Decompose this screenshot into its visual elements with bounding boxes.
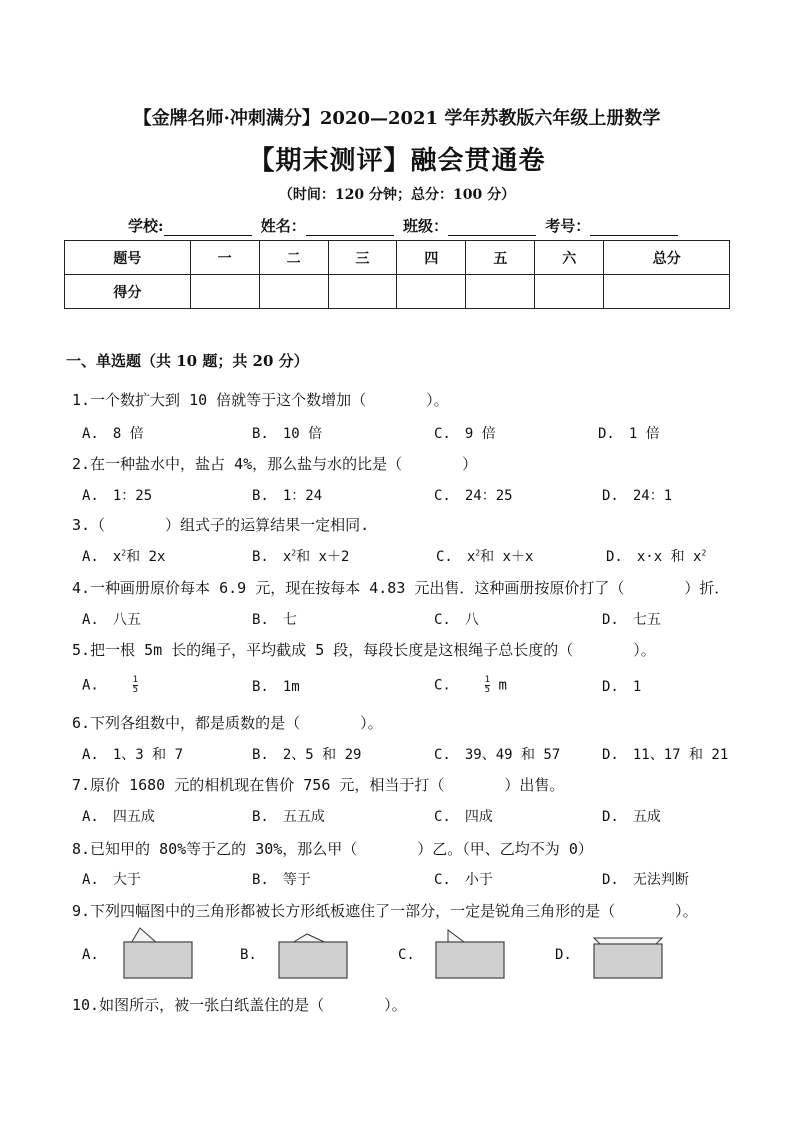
option-b[interactable]: B. 等于: [252, 872, 311, 888]
option-a[interactable]: A. 8 倍: [82, 426, 144, 442]
option-c[interactable]: C. 24：25: [434, 488, 513, 504]
option-b[interactable]: B. 七: [252, 612, 297, 628]
question-stem: 7.原价 1680 元的相机现在售价 756 元，相当于打（ ）出售。: [72, 776, 565, 794]
triangle-figure-a: [120, 924, 196, 982]
doc-title: 【期末测评】融会贯通卷: [248, 146, 546, 176]
score-table: [64, 240, 730, 309]
student-info-line: [128, 215, 682, 236]
option-d[interactable]: D. 11、17 和 21: [602, 747, 729, 763]
option-b[interactable]: B. 五五成: [252, 809, 325, 825]
exam-no-blank[interactable]: [590, 219, 678, 236]
name-blank[interactable]: [306, 219, 394, 236]
question-stem: 1.一个数扩大到 10 倍就等于这个数增加（ ）。: [72, 391, 449, 409]
score-table-cell: 三: [328, 241, 397, 275]
fraction: $\frac{1}{5}$: [484, 675, 490, 695]
option-c[interactable]: C. 四成: [434, 809, 493, 825]
question-stem: 8.已知甲的 80%等于乙的 30%，那么甲（ ）乙。（甲、乙均不为 0）: [72, 840, 593, 858]
score-cell[interactable]: [535, 275, 604, 309]
triangle-figure-c: [432, 924, 508, 982]
option-b[interactable]: B. 1：24: [252, 488, 323, 504]
option-c[interactable]: C.: [398, 947, 415, 963]
score-cell[interactable]: [259, 275, 328, 309]
option-a[interactable]: A. 四五成: [82, 809, 155, 825]
option-b[interactable]: B. 10 倍: [252, 426, 323, 442]
score-table-cell: 总分: [604, 241, 730, 275]
option-d[interactable]: D. x·x 和 $x^2$: [606, 548, 707, 565]
option-a[interactable]: A. 八五: [82, 612, 141, 628]
score-table-cell: 六: [535, 241, 604, 275]
triangle-figure-b: [275, 928, 351, 982]
score-table-cell: 二: [259, 241, 328, 275]
doc-subtitle: 【金牌名师·冲刺满分】2020—2021 学年苏教版六年级上册数学: [133, 108, 661, 129]
option-d[interactable]: D. 1 倍: [598, 426, 660, 442]
score-cell[interactable]: [604, 275, 730, 309]
option-d[interactable]: D. 1: [602, 679, 642, 695]
score-cell[interactable]: [466, 275, 535, 309]
score-table-score-row: [65, 275, 730, 309]
option-c[interactable]: C. $x^2$和 x＋x: [436, 548, 534, 565]
score-table-cell: 一: [190, 241, 259, 275]
triangle-figure-d: [590, 928, 666, 982]
question-stem: 9.下列四幅图中的三角形都被长方形纸板遮住了一部分，一定是锐角三角形的是（ ）。: [72, 902, 698, 920]
option-c[interactable]: C. 小于: [434, 872, 493, 888]
score-table-cell: 四: [397, 241, 466, 275]
option-c[interactable]: C. 八: [434, 612, 479, 628]
question-stem: 5.把一根 5m 长的绳子，平均截成 5 段，每段长度是这根绳子总长度的（ ）。: [72, 641, 656, 659]
option-c[interactable]: C. 9 倍: [434, 426, 496, 442]
option-c[interactable]: C. $\frac{1}{5}$ m: [434, 675, 507, 695]
class-blank[interactable]: [448, 219, 536, 236]
section-title: 一、单选题（共 10 题；共 20 分）: [66, 352, 309, 370]
option-a[interactable]: A. $\frac{1}{5}$: [82, 675, 138, 695]
question-stem: 2.在一种盐水中，盐占 4%，那么盐与水的比是（ ）: [72, 455, 478, 473]
option-a[interactable]: A. 1：25: [82, 488, 153, 504]
option-d[interactable]: D. 24：1: [602, 488, 673, 504]
option-a[interactable]: A.: [82, 947, 99, 963]
score-cell[interactable]: [328, 275, 397, 309]
option-a[interactable]: A. 大于: [82, 872, 141, 888]
score-table-cell: 五: [466, 241, 535, 275]
doc-time-info: （时间：120 分钟；总分：100 分）: [278, 187, 516, 203]
school-label: 学校:: [128, 217, 164, 235]
class-label: 班级：: [403, 217, 449, 235]
score-table-cell: 得分: [65, 275, 191, 309]
exam-no-label: 考号：: [545, 217, 591, 235]
option-b[interactable]: B.: [240, 947, 257, 963]
question-stem: 10.如图所示，被一张白纸盖住的是（ ）。: [72, 996, 407, 1014]
question-stem: 6.下列各组数中，都是质数的是（ ）。: [72, 714, 383, 732]
fraction: $\frac{1}{5}$: [132, 675, 138, 695]
option-a[interactable]: A. $x^2$和 2x: [82, 548, 166, 565]
school-blank[interactable]: [164, 219, 252, 236]
score-cell[interactable]: [190, 275, 259, 309]
option-d[interactable]: D.: [555, 947, 572, 963]
score-cell[interactable]: [397, 275, 466, 309]
option-b[interactable]: B. 1m: [252, 679, 300, 695]
score-table-header-row: [65, 241, 730, 275]
option-d[interactable]: D. 无法判断: [602, 872, 689, 888]
score-table-cell: 题号: [65, 241, 191, 275]
option-b[interactable]: B. $x^2$和 x＋2: [252, 548, 350, 565]
option-b[interactable]: B. 2、5 和 29: [252, 747, 362, 763]
question-stem: 4.一种画册原价每本 6.9 元，现在按每本 4.83 元出售．这种画册按原价打了（ ）折．: [72, 579, 730, 597]
option-c[interactable]: C. 39、49 和 57: [434, 747, 561, 763]
name-label: 姓名：: [260, 217, 306, 235]
option-d[interactable]: D. 七五: [602, 612, 661, 628]
option-a[interactable]: A. 1、3 和 7: [82, 747, 184, 763]
question-stem: 3.（ ）组式子的运算结果一定相同.: [72, 516, 370, 534]
option-d[interactable]: D. 五成: [602, 809, 661, 825]
